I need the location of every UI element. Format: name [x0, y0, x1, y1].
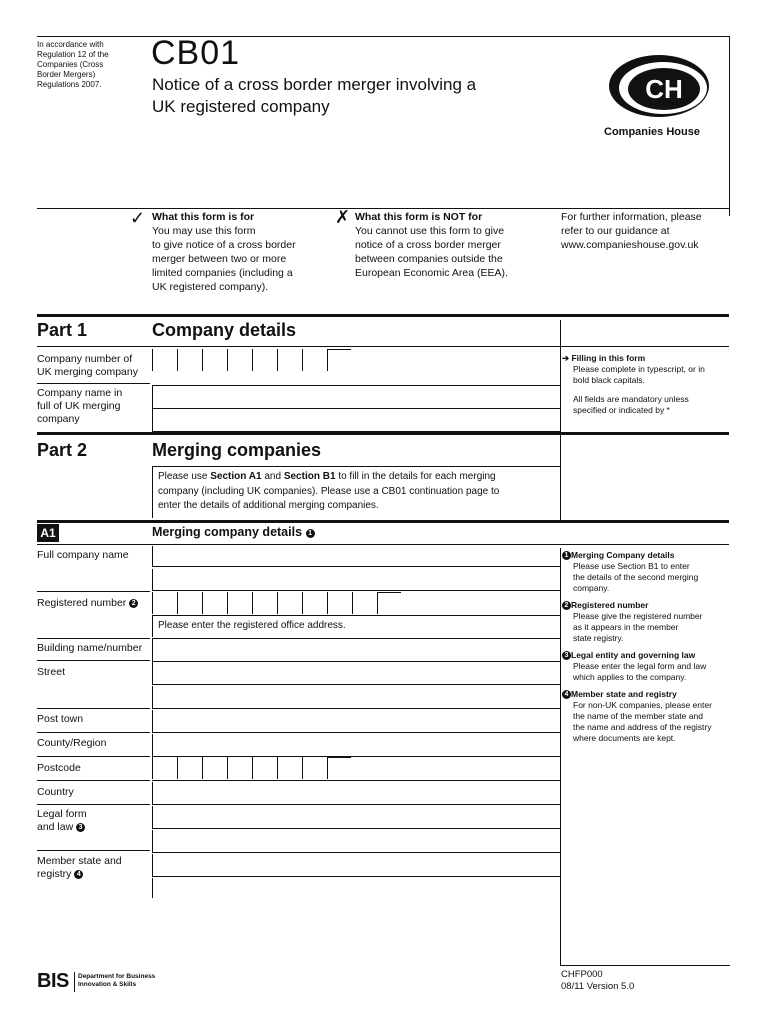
part2-heading: Merging companies	[152, 440, 322, 460]
full-name-input-1[interactable]	[152, 546, 561, 567]
guidance-text: For further information, please refer to our guidance at www.companieshouse.gov.uk	[561, 211, 702, 251]
member-state-input-1[interactable]	[152, 854, 561, 877]
postcode-label: Postcode	[37, 762, 81, 774]
note-registered-number: 2 Registered number Please give the registered number as it appears in the member state registry.	[562, 600, 730, 644]
company-number-label: Company number of UK merging company	[37, 353, 138, 378]
company-number-input[interactable]	[152, 349, 352, 373]
building-label: Building name/number	[37, 642, 143, 654]
form-version: CHFP000 08/11 Version 5.0	[561, 969, 635, 992]
note-1-icon: 1	[306, 529, 315, 538]
post-town-input[interactable]	[152, 710, 561, 733]
part2-label: Part 2	[37, 440, 88, 460]
part1-label: Part 1	[37, 320, 88, 340]
registered-number-label: Registered number 2	[37, 597, 138, 610]
company-name-input-1[interactable]	[152, 385, 561, 409]
side-notes	[562, 550, 730, 744]
bis-logo: BIS	[37, 970, 69, 992]
filling-heading: ➔ Filling in this form	[562, 353, 646, 363]
section-badge: A1	[37, 524, 59, 542]
what-not-for-section: What this form is NOT for You cannot use this form to give notice of a cross border merger between companies outside the European Economic Area (EEA).	[355, 211, 508, 279]
check-icon: ✓	[130, 208, 146, 228]
form-code: CB01	[151, 34, 241, 72]
country-input[interactable]	[152, 782, 561, 805]
form-title: Notice of a cross border merger involving a UK registered company	[152, 75, 477, 116]
note-legal-entity: 3 Legal entity and governing law Please enter the legal form and law which applies to the company.	[562, 650, 730, 683]
county-label: County/Region	[37, 737, 107, 749]
member-state-label: Member state and registry 4	[37, 855, 122, 880]
member-state-input-2[interactable]	[152, 878, 561, 898]
what-for-section: What this form is for You may use this form to give notice of a cross border merger between two or more limited companies (including a UK registered company).	[152, 211, 296, 293]
full-name-input-2[interactable]	[152, 569, 561, 591]
address-prompt: Please enter the registered office address.	[158, 620, 346, 631]
registered-number-input[interactable]	[152, 592, 402, 616]
building-input[interactable]	[152, 638, 561, 662]
companies-house-logo	[603, 50, 715, 122]
logo-text: CH	[645, 74, 683, 104]
note-member-state: 4 Member state and registry For non-UK companies, please enter the name of the member state and the name and address of the registry where documents are kept.	[562, 689, 730, 744]
a1-heading: Merging company details 1	[152, 525, 315, 539]
filling-note: ➔ Filling in this form Please complete in typescript, or in bold black capitals. All fields are mandatory unless specified or indicated by *	[562, 353, 732, 416]
part2-instructions: Please use Section A1 and Section B1 to fill in the details for each merging company (including UK companies). Please use a CB01 continuation page to enter the details of additional merging companies.	[158, 471, 500, 511]
legal-form-label: Legal form and law 3	[37, 808, 87, 833]
regulation-note: In accordance with Regulation 12 of the Companies (Cross Border Mergers) Regulations 2007.	[37, 40, 109, 89]
county-input[interactable]	[152, 734, 561, 757]
part1-heading: Company details	[152, 320, 297, 340]
company-name-label: Company name in full of UK merging company	[37, 387, 123, 425]
brand-name: Companies House	[604, 126, 700, 138]
arrow-right-icon: ➔	[562, 353, 572, 363]
legal-form-input-1[interactable]	[152, 806, 561, 829]
street-input-1[interactable]	[152, 662, 561, 685]
postcode-input[interactable]	[152, 757, 352, 781]
legal-form-input-2[interactable]	[152, 830, 561, 853]
note-3-icon: 3	[76, 823, 85, 832]
cross-icon: ✗	[335, 207, 351, 227]
department-name: Department for Business Innovation & Skills	[78, 973, 156, 988]
full-name-label: Full company name	[37, 549, 129, 561]
street-input-2[interactable]	[152, 686, 561, 709]
street-label: Street	[37, 666, 66, 678]
note-4-icon: 4	[74, 870, 83, 879]
company-name-input-2[interactable]	[152, 409, 561, 432]
note-merging-company: 1 Merging Company details Please use Section B1 to enter the details of the second merging company.	[562, 550, 730, 594]
country-label: Country	[37, 786, 74, 798]
post-town-label: Post town	[37, 713, 84, 725]
note-2-icon: 2	[129, 599, 138, 608]
